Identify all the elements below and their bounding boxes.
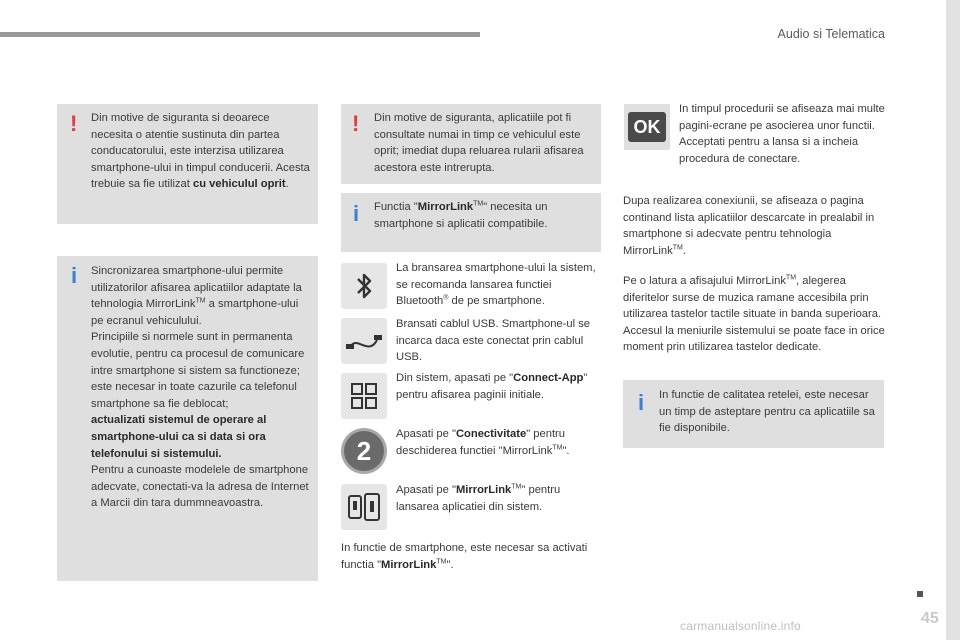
- page-number: 45: [921, 610, 939, 627]
- left-warning-text: Din motive de siguranta si deoarece necesita o atentie sustinuta din partea conducatorului, este interzisa utilizarea smartphone-ului in timpul conducerii. Acesta trebuie sa fie utilizat cu vehiculul oprit.: [91, 112, 310, 191]
- page-edge-strip: [946, 0, 960, 640]
- smartphone-note: In functie de smartphone, este necesar sa activati functia "MirrorLink™".: [341, 542, 588, 571]
- warning-icon: !: [352, 111, 360, 136]
- watermark: carmanualsonline.info: [680, 619, 801, 633]
- step-mirrorlink-text: Apasati pe "MirrorLink™" pentru lansarea aplicatiei din sistem.: [396, 483, 561, 513]
- page-title: Audio si Telematica: [777, 27, 885, 41]
- step-number: 2: [344, 431, 384, 471]
- ok-label: OK: [628, 112, 666, 142]
- step-usb-text: Bransati cablul USB. Smartphone-ul se incarca daca este conectat prin cablul USB.: [396, 318, 591, 364]
- music-sources-paragraph: Pe o latura a afisajului MirrorLink™, alegerea diferitelor surse de muzica ramane accesibila prin utilizarea tastelor tactile situate in banda superioara. Accesul la meniurile sistemului se poate face in orice moment prin utilizarea tastelor dedicate.: [623, 274, 885, 354]
- mirrorlink-icon: [341, 484, 387, 530]
- info-icon: i: [638, 390, 645, 415]
- apps-grid-icon: [341, 373, 387, 419]
- ok-button-icon: [624, 104, 670, 150]
- step-connect-app-text: Din sistem, apasati pe "Connect-App" pentru afisarea paginii initiale.: [396, 372, 588, 401]
- info-icon: i: [71, 263, 78, 288]
- bluetooth-icon: [341, 263, 387, 309]
- step-2-icon: [341, 428, 387, 474]
- left-info-text: Sincronizarea smartphone-ului permite utilizatorilor afisarea aplicatiilor adaptate la tehnologia MirrorLink™ a smartphone-ului pe ecranul vehiculului. Principiile si normele sunt in permanenta evolutie, pentru ca procesul de comunicare intre smartphone si sistem sa functioneze; este necesar in toate cazurile ca telefonul smartphone sa fie deblocat; actualizati sistemul de operare al smartphone-ului ca si data si ora telefonului si sistemului. Pentru a cunoaste modelele de smartphone adecvate, conectati-va la adresa de Internet a Marcii din tara dummneavoastra.: [91, 265, 309, 510]
- usb-cable-icon: [341, 318, 387, 364]
- warning-icon: !: [70, 111, 78, 136]
- step-conectivitate-text: Apasati pe "Conectivitate" pentru deschiderea functiei "MirrorLink™".: [396, 428, 570, 457]
- right-info-text: In functie de calitatea retelei, este necesar un timp de asteptare pentru ca aplicatiile sa fie disponibile.: [659, 389, 875, 435]
- section-end-marker: [917, 591, 923, 597]
- connection-paragraph: Dupa realizarea conexiunii, se afiseaza o pagina continand lista aplicatiilor descarcate in prealabil in smartphone si adecvate pentru tehnologia MirrorLink™.: [623, 195, 875, 257]
- ok-text: In timpul procedurii se afiseaza mai multe pagini-ecrane pe asocierea unor functii. Acceptati pentru a lansa si a incheia procedura de conectare.: [679, 103, 885, 165]
- step-bluetooth-text: La bransarea smartphone-ului la sistem, se recomanda lansarea functiei Bluetooth® de pe smartphone.: [396, 262, 596, 308]
- middle-info-text: Functia "MirrorLink™" necesita un smartphone si aplicatii compatibile.: [374, 200, 548, 230]
- header-rule: [0, 32, 480, 37]
- info-icon: i: [353, 201, 360, 226]
- middle-warning-text: Din motive de siguranta, aplicatiile pot fi consultate numai in timp ce vehiculul este oprit; imediat dupa reluarea rularii afisarea acestora este intrerupta.: [374, 112, 584, 174]
